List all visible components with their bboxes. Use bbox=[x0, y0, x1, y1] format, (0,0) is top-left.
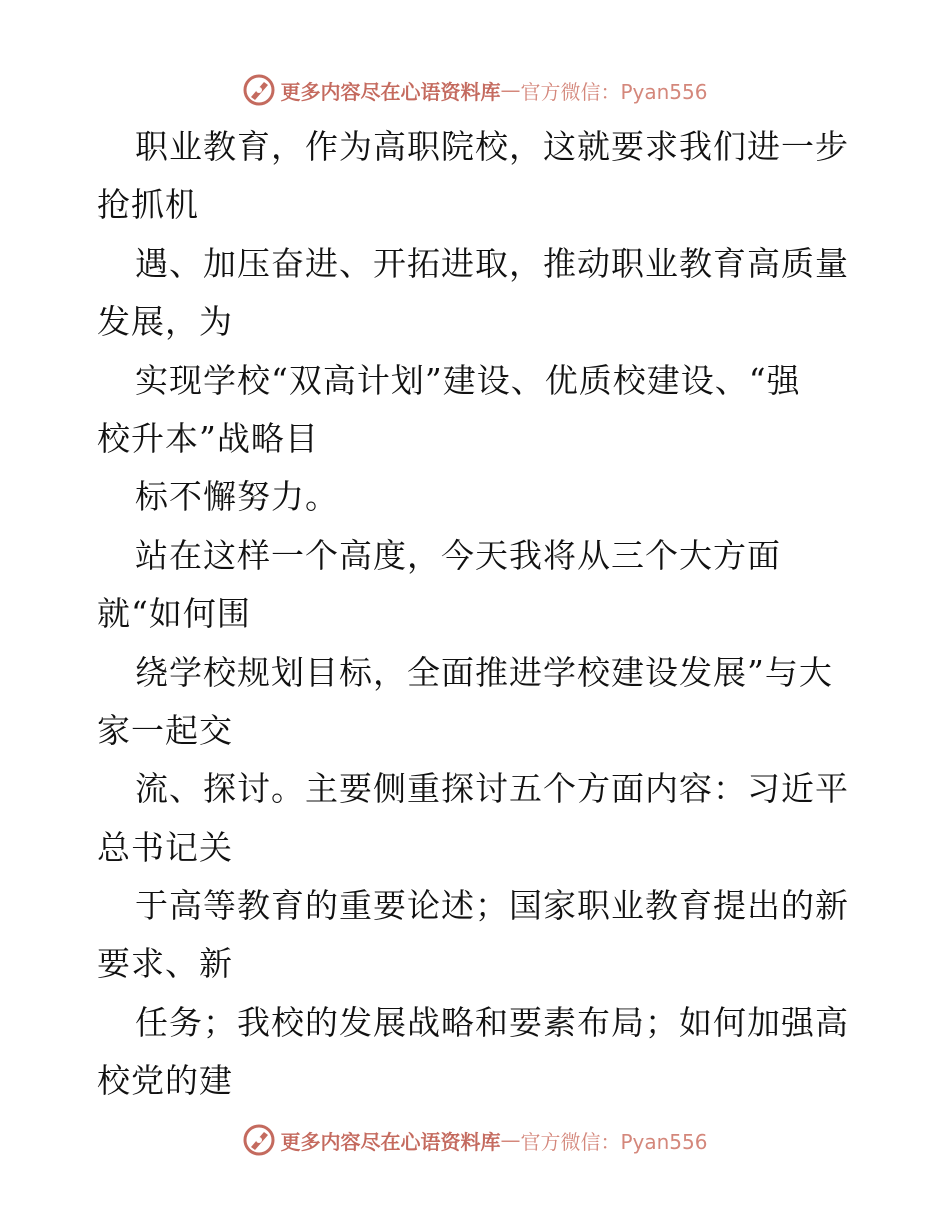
text-line: 职业教育，作为高职院校，这就要求我们进一步 bbox=[135, 127, 849, 166]
text-line: 任务；我校的发展战略和要素布局；如何加强高 bbox=[135, 1002, 849, 1042]
text-line: 绕学校规划目标，全面推进学校建设发展”与大 bbox=[135, 652, 833, 692]
text-line: 遇、加压奋进、开拓进取，推动职业教育高质量 bbox=[135, 243, 849, 283]
banner-brand-text: 更多内容尽在心语资料库 bbox=[280, 79, 501, 104]
text-line: 发展，为 bbox=[97, 302, 233, 342]
banner-wechat-text: 官方微信：Pyan556 bbox=[520, 1129, 708, 1154]
footer-banner bbox=[0, 1120, 950, 1160]
text-line: 流、探讨。主要侧重探讨五个方面内容：习近平 bbox=[135, 769, 849, 809]
banner-brand-text: 更多内容尽在心语资料库 bbox=[280, 1129, 501, 1154]
text-line: 家一起交 bbox=[97, 710, 233, 750]
banner-wechat-text: 官方微信：Pyan556 bbox=[520, 79, 708, 104]
text-line: 于高等教育的重要论述；国家职业教育提出的新 bbox=[135, 886, 849, 926]
text-line: 实现学校“双高计划”建设、优质校建设、“强 bbox=[135, 360, 801, 400]
banner-dash: — bbox=[500, 1128, 521, 1152]
text-line: 站在这样一个高度，今天我将从三个大方面 bbox=[135, 535, 781, 575]
text-line: 校升本”战略目 bbox=[97, 418, 319, 458]
text-line: 要求、新 bbox=[97, 944, 233, 984]
text-line: 校党的建 bbox=[97, 1061, 233, 1101]
text-line: 就“如何围 bbox=[97, 594, 251, 634]
banner-dash: — bbox=[500, 78, 521, 102]
text-line: 总书记关 bbox=[97, 827, 233, 867]
text-line: 抢抓机 bbox=[97, 185, 199, 225]
pen-circle-logo-icon bbox=[242, 1123, 276, 1157]
pen-circle-logo-icon bbox=[242, 73, 276, 107]
document-body bbox=[97, 118, 857, 1111]
header-banner bbox=[0, 70, 950, 110]
text-line: 标不懈努力。 bbox=[135, 477, 339, 517]
